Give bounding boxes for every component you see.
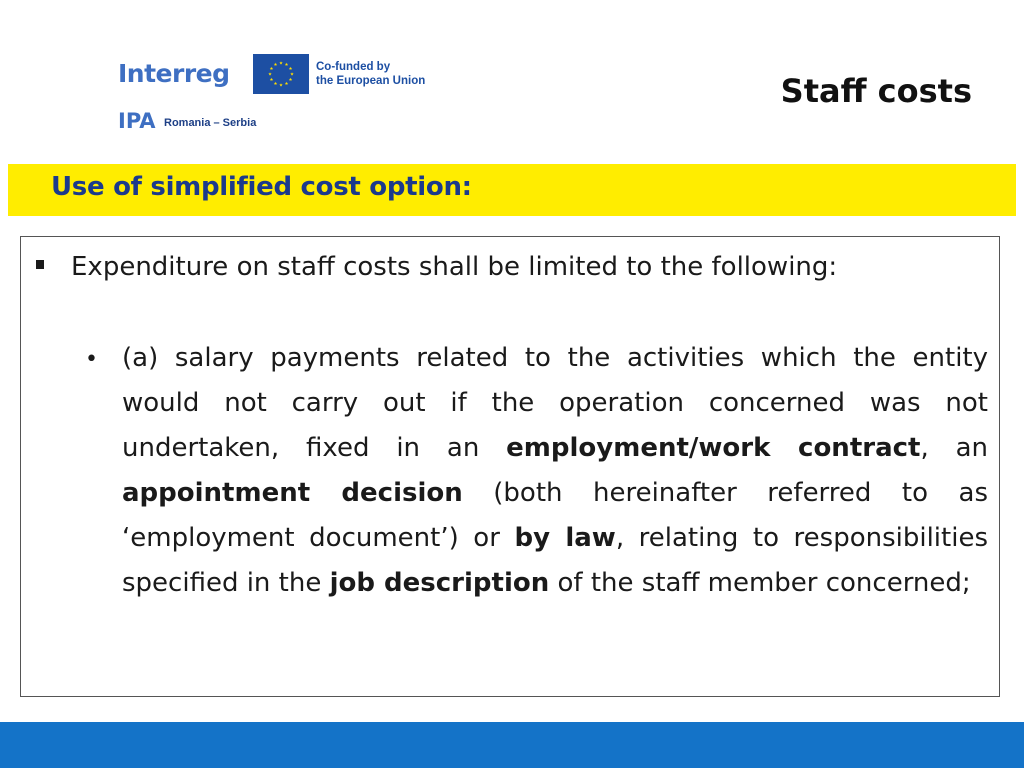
round-bullet-icon: • [85, 347, 98, 372]
square-bullet-icon [36, 260, 44, 269]
ipa-wordmark: IPA [118, 109, 156, 133]
eu-star [285, 63, 288, 66]
eu-star [274, 63, 277, 66]
page-title: Staff costs [780, 72, 972, 110]
bold-term-appointment-decision: appointment decision [122, 478, 463, 508]
eu-cofunded-label [316, 60, 425, 88]
bold-term-by-law: by law [514, 523, 616, 553]
eu-cofunded-line1: Co-funded by [316, 61, 391, 73]
text-segment: , relating to responsibilities specified in the [122, 523, 988, 598]
bullet-level1-text: Expenditure on staff costs shall be limited to the following: [71, 252, 838, 282]
eu-star [270, 78, 273, 81]
text-segment: (both hereinafter referred to as ‘employment document’) or [122, 478, 988, 553]
bold-term-job-description: job description [329, 568, 550, 598]
bullet-level2-text [122, 336, 988, 606]
eu-star [290, 72, 293, 75]
eu-star [270, 67, 273, 70]
banner-heading: Use of simplified cost option: [51, 172, 472, 202]
content-box [20, 236, 1000, 697]
footer-bar [0, 722, 1024, 768]
text-segment: of the staff member concerned; [549, 568, 971, 598]
eu-star [289, 67, 292, 70]
eu-star [285, 82, 288, 85]
interreg-wordmark: Interreg [118, 59, 230, 88]
text-segment: , an [920, 433, 989, 463]
section-banner [8, 164, 1016, 216]
eu-flag-icon [253, 54, 309, 94]
eu-star [279, 61, 282, 64]
programme-logo [118, 54, 448, 134]
eu-star [289, 78, 292, 81]
eu-cofunded-line2: the European Union [316, 75, 426, 87]
eu-star [279, 83, 282, 86]
eu-stars-circle [254, 55, 308, 93]
eu-star [274, 82, 277, 85]
text-segment: (a) salary payments related to the activities which the entity would not carry out if the operation concerned was not undertaken, fixed in an [122, 343, 988, 463]
eu-star [268, 72, 271, 75]
bold-term-employment-contract: employment/work contract [506, 433, 921, 463]
programme-region-label: Romania – Serbia [164, 117, 257, 129]
